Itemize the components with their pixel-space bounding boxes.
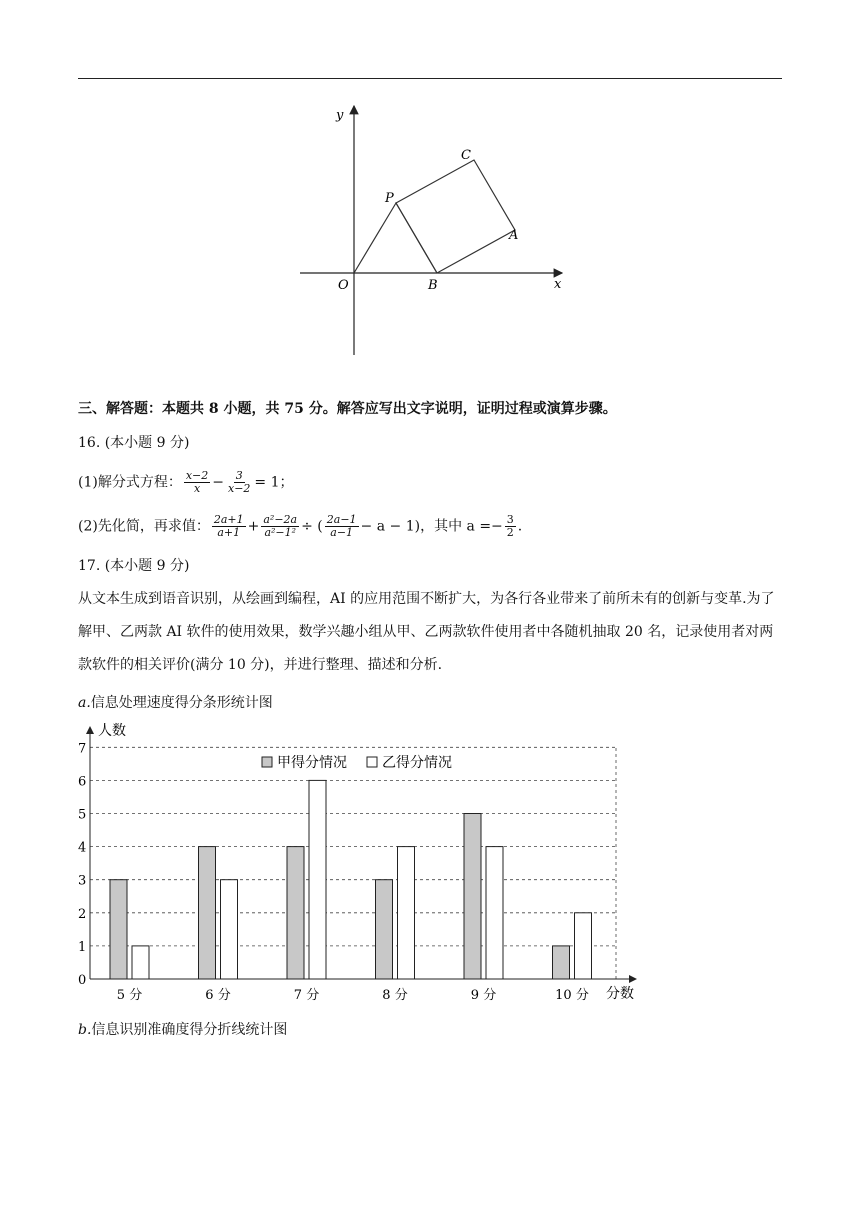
coordinate-figure <box>0 0 860 380</box>
section-heading-count: 8 <box>208 401 219 417</box>
caption-b <box>78 1019 287 1039</box>
bar-yi <box>486 847 503 979</box>
q16-part1-minus: − <box>212 474 224 491</box>
y-tick-label: 3 <box>78 873 87 889</box>
q16-part1-frac2 <box>226 470 252 495</box>
label-x: x <box>554 277 562 292</box>
y-tick-label: 5 <box>78 807 87 823</box>
bar-jia <box>110 880 127 979</box>
chart-x-label: 分数 <box>606 986 634 1002</box>
bar-jia <box>287 847 304 979</box>
x-tick-label: 8 分 <box>382 988 408 1003</box>
section-heading <box>78 398 617 418</box>
q16-part2-frac1-num: 2a+1 <box>213 513 244 526</box>
q16-part1-frac1-den: x <box>193 482 201 495</box>
bar-yi <box>221 880 238 979</box>
label-p: P <box>385 191 394 206</box>
square-pcab <box>396 160 515 273</box>
q16-part2-frac3-num: 2a−1 <box>326 513 357 526</box>
q16-part2-frac4-num: 3 <box>506 513 514 526</box>
q16-part2-frac1-den: a+1 <box>217 526 241 539</box>
label-c: C <box>461 148 471 163</box>
q16-part1-frac2-den: x−2 <box>228 482 251 495</box>
caption-a-text: 信息处理速度得分条形统计图 <box>90 695 273 711</box>
y-tick-label: 1 <box>78 939 87 955</box>
y-tick-label: 4 <box>78 840 87 856</box>
label-b: B <box>428 278 438 293</box>
q16-part1-frac1-num: x−2 <box>185 469 209 482</box>
label-o: O <box>338 278 349 293</box>
legend-label: 甲得分情况 <box>277 755 347 771</box>
y-tick-label: 6 <box>78 774 87 790</box>
caption-b-letter: b. <box>78 1022 92 1038</box>
legend-swatch <box>367 757 377 767</box>
caption-a <box>78 692 273 712</box>
bar-jia <box>376 880 393 979</box>
q16-part2-frac3-den: a−1 <box>330 526 354 539</box>
bar-jia <box>553 946 570 979</box>
section-heading-score: 75 <box>284 401 304 417</box>
bar-chart <box>0 715 860 1015</box>
q16-part1-frac1 <box>184 470 210 495</box>
y-tick-label: 7 <box>78 741 87 757</box>
q16-part2-frac3 <box>325 514 359 539</box>
q16-part2-plus: + <box>247 518 260 535</box>
q17-title: 17. (本小题 9 分) <box>78 558 190 574</box>
segment-op-pb <box>354 203 437 273</box>
caption-a-letter: a. <box>78 695 91 711</box>
q16-part2-end: . <box>517 518 523 535</box>
q16-title: 16. (本小题 9 分) <box>78 435 190 451</box>
q16-part2-label: (2)先化简，再求值： <box>78 518 210 535</box>
section-heading-suffix: 分。解答应写出文字说明，证明过程或演算步骤。 <box>303 401 617 417</box>
x-tick-label: 10 分 <box>555 988 589 1003</box>
bar-jia <box>199 847 216 979</box>
y-tick-label: 2 <box>78 906 87 922</box>
x-tick-label: 6 分 <box>205 988 231 1003</box>
label-a: A <box>509 228 519 243</box>
legend-label: 乙得分情况 <box>382 755 452 771</box>
bar-jia <box>464 814 481 980</box>
q16-part2-div: ÷ ( <box>301 518 323 535</box>
label-y: y <box>336 108 344 123</box>
q16-part2-tail: − a − 1)，其中 a =− <box>360 518 503 535</box>
x-tick-label: 9 分 <box>470 988 497 1003</box>
q16-part2-frac4 <box>505 514 516 539</box>
caption-b-text: 信息识别准确度得分折线统计图 <box>91 1022 288 1038</box>
q16-part2-frac1 <box>212 514 246 539</box>
x-tick-label: 5 分 <box>116 988 143 1003</box>
q16-part1-rhs: = 1； <box>254 474 294 491</box>
bar-yi <box>398 847 415 979</box>
chart-y-label: 人数 <box>98 723 126 739</box>
q16-part2-frac4-den: 2 <box>506 526 514 539</box>
q17-paragraph: 从文本生成到语音识别，从绘画到编程，AI 的应用范围不断扩大，为各行各业带来了前所未有的创新与变革.为了解甲、乙两款 AI 软件的使用效果，数学兴趣小组从甲、乙两款软件使用者中各随机抽取 20 名，记录使用者对两款软件的相关评价(满分 10 分)，并进行整理、描述和分析. <box>78 591 775 673</box>
q16-part1 <box>78 470 294 495</box>
legend-swatch <box>262 757 272 767</box>
bar-yi <box>309 780 326 979</box>
q16-part2-frac2-den: a²−1² <box>264 526 297 539</box>
section-heading-mid: 小题，共 <box>218 401 285 417</box>
q16-part1-label: (1)解分式方程： <box>78 474 182 491</box>
q16-part2-frac2-num: a²−2a <box>263 513 298 526</box>
y-tick-label: 0 <box>78 973 87 988</box>
q16-part2-frac2 <box>261 514 299 539</box>
x-tick-label: 7 分 <box>293 988 320 1003</box>
q16-part1-frac2-num: 3 <box>235 469 243 482</box>
q16-part2 <box>78 514 522 539</box>
section-heading-prefix: 三、解答题：本题共 <box>78 401 209 417</box>
bar-yi <box>132 946 149 979</box>
bar-yi <box>575 913 592 979</box>
